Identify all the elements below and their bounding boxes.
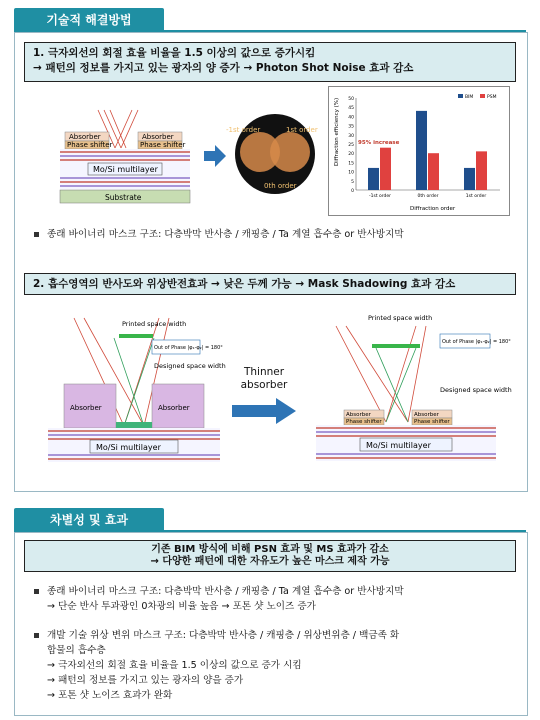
phase-shifter-label: Phase shifter	[414, 419, 450, 425]
chart-y-tick-label: 15	[348, 161, 354, 167]
chart-y-tick-label: 40	[348, 115, 354, 121]
bullet-text: → 극자외선의 회절 효율 비율을 1.5 이상의 값으로 증가 시킴	[47, 660, 302, 671]
first-order-label: 1st order	[286, 126, 318, 134]
mask-cross-section-diagram	[60, 110, 200, 210]
bullet-text: → 단순 반사 투과광인 0차광의 비율 높음 → 포톤 샷 노이즈 증가	[47, 601, 316, 612]
chart-y-tick-label: 30	[348, 133, 354, 139]
thin-absorber-diagram	[316, 312, 512, 468]
heading-line: 1. 극자외선의 회절 효율 비율을 1.5 이상의 값으로 증가시킴	[33, 47, 316, 59]
chart-bar-bim	[464, 168, 475, 190]
bullet-text: → 포톤 샷 노이즈 효과가 완화	[47, 690, 173, 701]
absorber-label: Absorber	[70, 404, 102, 412]
zeroth-order-label: 0th order	[264, 182, 297, 190]
solution-bullet	[34, 227, 514, 242]
chart-bar-psm	[476, 151, 487, 190]
right-arrow-icon	[204, 145, 226, 167]
chart-x-tick-label: -1st order	[368, 194, 392, 199]
chart-y-tick-label: 50	[348, 97, 354, 102]
chart-y-tick-label: 5	[351, 179, 354, 185]
chart-y-tick-label: 10	[348, 170, 354, 176]
solution-heading-1	[24, 42, 516, 82]
multilayer-label: Mo/Si multilayer	[366, 441, 431, 450]
printed-space-label: Printed space width	[122, 320, 187, 328]
chart-y-tick-label: 20	[348, 152, 354, 158]
chart-x-axis-label: Diffraction order	[410, 206, 456, 212]
phase-shifter-label: Phase shifter	[67, 141, 113, 149]
effects-heading	[24, 540, 516, 572]
absorber-label: Absorber	[346, 412, 371, 418]
thinner-absorber-label: Thinner absorber	[240, 366, 288, 391]
chart-legend-label: PSM	[487, 95, 497, 100]
chart-bar-psm	[380, 148, 391, 190]
phase-shifter-label: Phase shifter	[346, 419, 382, 425]
thick-absorber-diagram	[44, 318, 224, 468]
chart-y-tick-label: 35	[348, 124, 354, 130]
minus-first-order-label: -1st order	[226, 126, 261, 134]
designed-space-label: Designed space width	[154, 362, 226, 370]
bullet-marker	[34, 633, 39, 638]
section-tab-effects: 차별성 및 효과	[14, 508, 164, 530]
heading-line: → 다양한 패턴에 대한 자유도가 높은 마스크 제작 가능	[150, 556, 390, 567]
right-arrow-icon	[232, 398, 296, 424]
bullet-text: 합물의 흡수층	[47, 645, 106, 656]
section-tab-solution: 기술적 해결방법	[14, 8, 164, 30]
phase-shifter-label: Phase shifter	[140, 141, 186, 149]
chart-legend-label: BIM	[465, 95, 474, 100]
chart-x-tick-label: 1st order	[465, 194, 487, 199]
heading-line: 2. 흡수영역의 반사도와 위상반전효과 → 낮은 두께 가능 → Mask Shadowing 효과 감소	[33, 278, 456, 290]
chart-legend-swatch	[458, 94, 463, 98]
absorber-label: Absorber	[158, 404, 190, 412]
absorber-label: Absorber	[142, 133, 174, 141]
diffraction-efficiency-chart	[328, 86, 508, 214]
chart-y-ticks	[348, 96, 354, 194]
absorber-label: Absorber	[69, 133, 101, 141]
chart-bar-bim	[368, 168, 379, 190]
printed-space-marker	[372, 344, 420, 348]
chart-y-tick-label: 25	[348, 143, 354, 148]
first-order-disk	[270, 132, 310, 172]
chart-legend	[458, 94, 497, 100]
diffraction-order-diagram	[228, 108, 323, 198]
bullet-marker	[34, 589, 39, 594]
multilayer-label: Mo/Si multilayer	[93, 165, 158, 174]
chart-legend-swatch	[480, 94, 485, 98]
multilayer-label: Mo/Si multilayer	[96, 443, 161, 452]
heading-line: 기존 BIM 방식에 비해 PSN 효과 및 MS 효과가 감소	[151, 544, 389, 555]
bullet-text: 종래 바이너리 마스크 구조: 다층박막 반사층 / 캐핑층 / Ta 계열 흡수층 or 반사방지막	[47, 586, 404, 597]
absorber-label: Absorber	[414, 412, 439, 418]
phase-label: Out of Phase |φ₁-φ₂| = 180°	[442, 339, 511, 345]
printed-space-marker	[119, 334, 153, 338]
chart-x-tick-label: 0th order	[417, 194, 439, 199]
bullet-text: 개발 기술 위상 변위 마스크 구조: 다층박막 반사층 / 캐핑층 / 위상변위층 / 백금족 화	[47, 630, 400, 641]
effects-bullet-2	[34, 628, 514, 703]
phase-label: Out of Phase |φ₁-φ₂| = 180°	[154, 345, 223, 351]
bullet-text: → 패턴의 정보를 가지고 있는 광자의 양을 증가	[47, 675, 244, 686]
solution-heading-2	[24, 273, 516, 295]
designed-space-label: Designed space width	[440, 386, 512, 394]
chart-y-tick-label: 0	[351, 189, 354, 194]
heading-line: → 패턴의 정보를 가지고 있는 광자의 양 증가 → Photon Shot Noise 효과 감소	[33, 62, 414, 74]
printed-space-label: Printed space width	[368, 314, 433, 322]
bullet-marker	[34, 232, 39, 237]
bullet-text: 종래 바이너리 마스크 구조: 다층박막 반사층 / 캐핑층 / Ta 계열 흡수층 or 반사방지막	[47, 229, 404, 240]
effects-bullet-1	[34, 584, 514, 614]
chart-x-ticks	[369, 193, 486, 199]
chart-bar-bim	[416, 111, 427, 190]
designed-space-marker	[116, 422, 152, 428]
chart-bar-psm	[428, 153, 439, 190]
chart-y-axis-label: Diffraction efficiency (%)	[334, 97, 340, 166]
chart-y-tick-label: 45	[348, 106, 354, 112]
substrate-label: Substrate	[105, 193, 142, 202]
chart-annotation: 95% increase	[358, 140, 400, 146]
chart-bars	[368, 111, 487, 190]
